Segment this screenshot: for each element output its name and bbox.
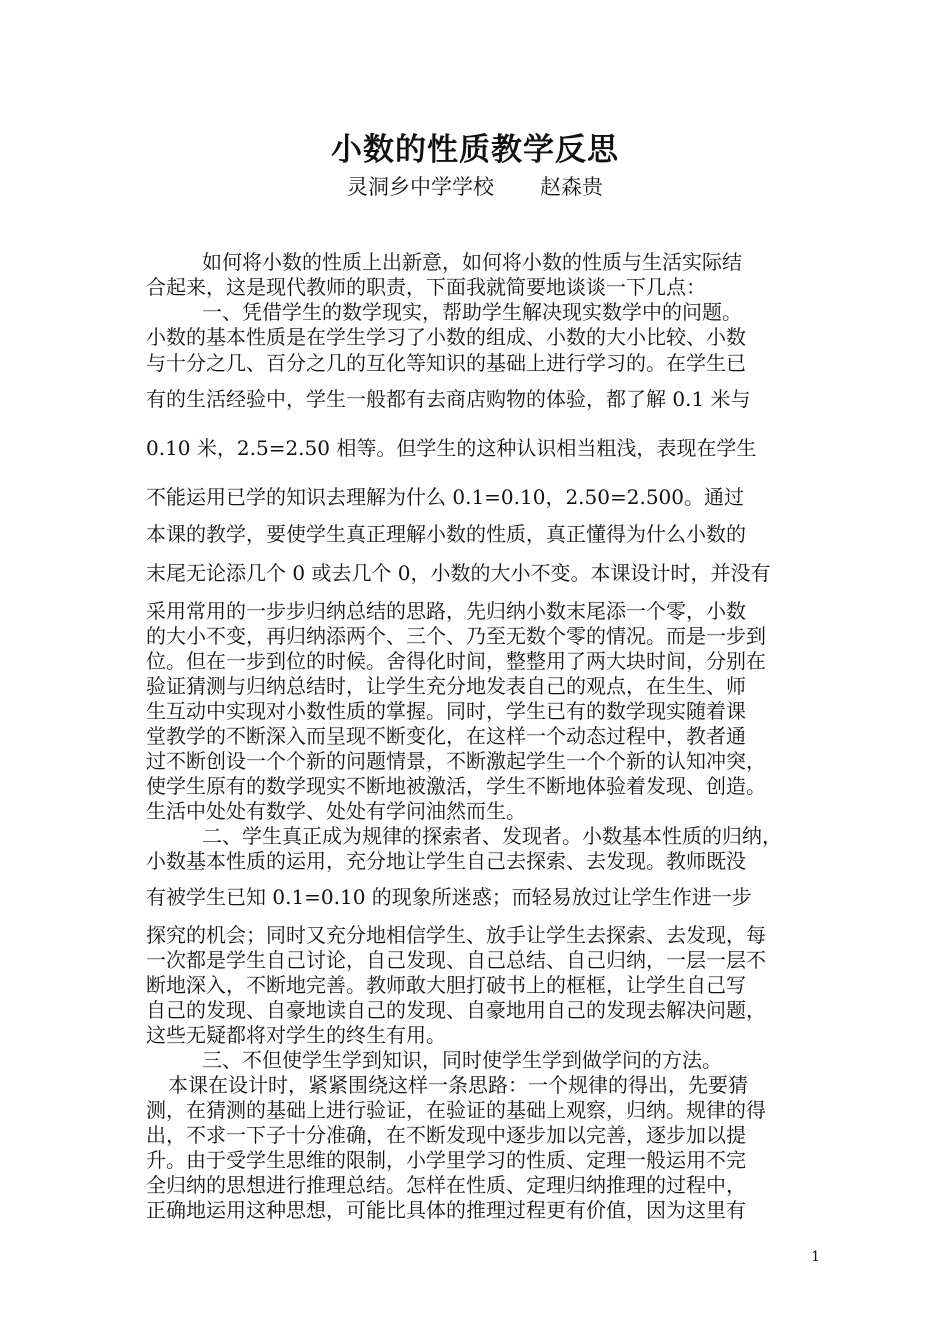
text-line: 三、不但使学生学到知识，同时使学生学到做学问的方法。 <box>202 1048 722 1072</box>
text-line: 小数基本性质的运用，充分地让学生自己去探索、去发现。教师既没 <box>146 849 746 873</box>
text-line: 本课在设计时，紧紧围绕这样一条思路：一个规律的得出，先要猜 <box>168 1073 748 1097</box>
document-title: 小数的性质教学反思 <box>331 132 619 168</box>
text-line: 生互动中实现对小数性质的掌握。同时，学生已有的数学现实随着课 <box>146 699 746 723</box>
text-line: 与十分之几、百分之几的互化等知识的基础上进行学习的。在学生已 <box>146 351 746 375</box>
text-line: 二、学生真正成为规律的探索者、发现者。小数基本性质的归纳， <box>202 824 782 848</box>
text-line: 生活中处处有数学、处处有学问油然而生。 <box>146 799 526 823</box>
text-line: 过不断创设一个个新的问题情景，不断激起学生一个个新的认知冲突， <box>146 749 766 773</box>
text-line: 小数的基本性质是在学生学习了小数的组成、小数的大小比较、小数 <box>146 325 746 349</box>
text-line: 断地深入，不断地完善。教师敢大胆打破书上的框框，让学生自己写 <box>146 973 746 997</box>
text-line: 不能运用已学的知识去理解为什么 0.1=0.10，2.50=2.500。通过 <box>146 485 744 509</box>
text-line: 测，在猜测的基础上进行验证，在验证的基础上观察，归纳。规律的得 <box>146 1098 766 1122</box>
text-line: 的大小不变，再归纳添两个、三个、乃至无数个零的情况。而是一步到 <box>146 624 766 648</box>
author-name: 赵森贵 <box>540 175 603 199</box>
text-line: 有被学生已知 0.1=0.10 的现象所迷惑；而轻易放过让学生作进一步 <box>146 885 752 909</box>
text-line: 本课的教学，要使学生真正理解小数的性质，真正懂得为什么小数的 <box>146 522 746 546</box>
text-line: 末尾无论添几个 0 或去几个 0，小数的大小不变。本课设计时，并没有 <box>146 561 771 585</box>
byline <box>0 172 950 202</box>
text-line: 一、凭借学生的数学现实，帮助学生解决现实数学中的问题。 <box>202 300 742 324</box>
page-number: 1 <box>811 1249 820 1265</box>
text-line: 出，不求一下子十分准确，在不断发现中逐步加以完善，逐步加以提 <box>146 1123 746 1147</box>
text-line: 有的生活经验中，学生一般都有去商店购物的体验，都了解 0.1 米与 <box>146 387 751 411</box>
text-line: 合起来，这是现代教师的职责，下面我就简要地谈谈一下几点： <box>146 275 706 299</box>
school-name: 灵洞乡中学学校 <box>347 175 494 199</box>
text-line: 堂教学的不断深入而呈现不断变化，在这样一个动态过程中，教者通 <box>146 724 746 748</box>
text-line: 采用常用的一步步归纳总结的思路，先归纳小数末尾添一个零，小数 <box>146 599 746 623</box>
text-line: 0.10 米，2.5=2.50 相等。但学生的这种认识相当粗浅，表现在学生 <box>146 436 757 460</box>
text-line: 使学生原有的数学现实不断地被激活，学生不断地体验着发现、创造。 <box>146 774 766 798</box>
text-line: 探究的机会；同时又充分地相信学生、放手让学生去探索、去发现，每 <box>146 923 766 947</box>
text-line: 这些无疑都将对学生的终生有用。 <box>146 1023 446 1047</box>
text-line: 如何将小数的性质上出新意，如何将小数的性质与生活实际结 <box>202 250 742 274</box>
text-line: 升。由于受学生思维的限制，小学里学习的性质、定理一般运用不完 <box>146 1148 746 1172</box>
text-line: 正确地运用这种思想，可能比具体的推理过程更有价值，因为这里有 <box>146 1198 746 1222</box>
text-line: 全归纳的思想进行推理总结。怎样在性质、定理归纳推理的过程中， <box>146 1173 746 1197</box>
text-line: 位。但在一步到位的时候。舍得化时间，整整用了两大块时间，分别在 <box>146 649 766 673</box>
text-line: 验证猜测与归纳总结时，让学生充分地发表自己的观点，在生生、师 <box>146 674 746 698</box>
text-line: 自己的发现、自豪地读自己的发现、自豪地用自己的发现去解决问题， <box>146 998 766 1022</box>
text-line: 一次都是学生自己讨论，自己发现、自己总结、自己归纳，一层一层不 <box>146 948 766 972</box>
